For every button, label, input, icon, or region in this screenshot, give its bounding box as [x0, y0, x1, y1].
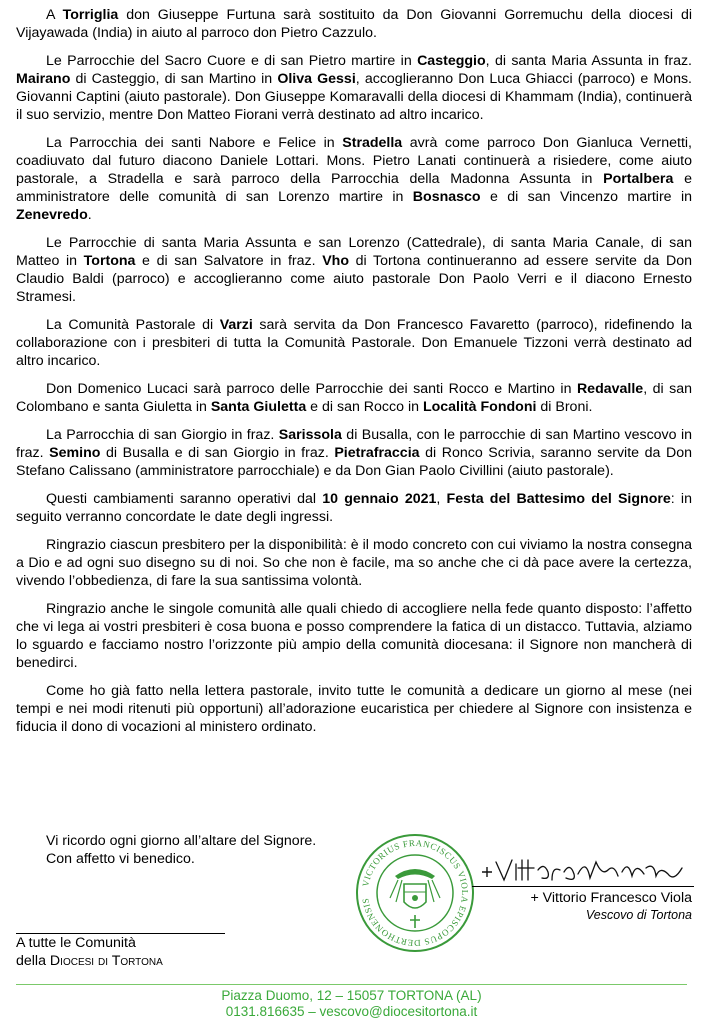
- signer-name: + Vittorio Francesco Viola: [530, 890, 692, 906]
- bold-place-name: Pietrafraccia: [334, 445, 420, 461]
- paragraph-text: : in seguito verranno concordate le date degli ingressi.: [16, 491, 692, 525]
- footer: [0, 988, 703, 1020]
- addressee: [16, 934, 163, 970]
- paragraph-text: , di san Colombano e santa Giuletta in: [16, 381, 692, 415]
- letter-paragraph: [16, 536, 692, 590]
- bold-place-name: Torriglia: [62, 7, 119, 23]
- closing-line-1: Vi ricordo ogni giorno all’altare del Signore.: [46, 833, 317, 849]
- letter-paragraph: [16, 316, 692, 370]
- paragraph-text: La Comunità Pastorale di: [46, 317, 220, 333]
- paragraph-text: e di san Rocco in: [306, 399, 423, 415]
- bold-place-name: Tortona: [83, 253, 136, 269]
- letter-paragraph: [16, 234, 692, 306]
- signer-role: Vescovo di Tortona: [585, 908, 692, 922]
- bold-place-name: Varzi: [219, 317, 253, 333]
- paragraph-text: Questi cambiamenti saranno operativi dal: [46, 491, 323, 507]
- paragraph-text: Don Domenico Lucaci sarà parroco delle Parrocchie dei santi Rocco e Martino in: [46, 381, 577, 397]
- paragraph-text: di Busalla, con le parrocchie di san Martino vescovo in fraz.: [16, 427, 693, 461]
- closing-line-2: Con affetto vi benedico.: [46, 851, 195, 867]
- paragraph-text: e di san Vincenzo martire in: [480, 189, 692, 205]
- paragraph-text: di Tortona continueranno ad essere servite da Don Claudio Baldi (parroco) e accoglieranno come aiuto pastorale Don Paolo Verri e il diacono Ernesto Stramesi.: [16, 253, 692, 305]
- paragraph-text: di Broni.: [536, 399, 593, 415]
- addressee-prefix: della: [16, 953, 50, 969]
- paragraph-text: sarà servita da Don Francesco Favaretto (parroco), ridefinendo la collaborazione con i presbiteri di tutta la Comunità Pastorale. Don Emanuele Tizzoni verrà destinato ad altro incarico.: [16, 317, 692, 369]
- paragraph-text: ,: [436, 491, 447, 507]
- svg-text:VICTORIUS FRANCISCUS VIOLA EPI: VICTORIUS FRANCISCUS VIOLA EPISCOPUS DERTHONENSIS: [360, 837, 471, 949]
- bold-place-name: Stradella: [342, 135, 403, 151]
- handwritten-signature: [478, 852, 688, 888]
- paragraph-text: Ringrazio ciascun presbitero per la disponibilità: è il modo concreto con cui viviamo la nostra consegna a Dio e ad ogni suo disegno su di noi. So che non è facile, ma so anche che ci dà pace avere la certezza, vivendo l’obbedienza, di fare la sua santissima volontà.: [16, 537, 692, 589]
- bold-place-name: Oliva Gessi: [277, 71, 356, 87]
- footer-contact: 0131.816635 – vescovo@diocesitortona.it: [225, 1004, 478, 1019]
- bold-place-name: Redavalle: [576, 381, 644, 397]
- paragraph-text: avrà come parroco Don Gianluca Vernetti, coadiuvato dal futuro diacono Daniele Lottari. Mons. Pietro Lanati continuerà a risiedere, come aiuto pastorale, a Stradella e sarà parroco della Parrocchia della Madonna Assunta in: [16, 135, 692, 187]
- bold-place-name: Casteggio: [417, 53, 486, 69]
- paragraph-text: e amministratore delle comunità di san Lorenzo martire in: [16, 171, 692, 205]
- paragraph-text: Come ho già fatto nella lettera pastorale, invito tutte le comunità a dedicare un giorno al mese (nei tempi e nei modi ritenuti più opportuni) all’adorazione eucaristica per chiedere al Signore con insistenza e fiducia il dono di vocazioni al ministero ordinato.: [16, 683, 692, 735]
- paragraph-text: , di santa Maria Assunta in fraz.: [485, 53, 692, 69]
- footer-address: Piazza Duomo, 12 – 15057 TORTONA (AL): [221, 988, 482, 1003]
- paragraph-text: don Giuseppe Furtuna sarà sostituito da Don Giovanni Gorremuchu della diocesi di Vijayawada (India) in aiuto al parroco don Pietro Cazzulo.: [16, 7, 692, 41]
- paragraph-text: Le Parrocchie di santa Maria Assunta e san Lorenzo (Cattedrale), di santa Maria Canale, di san Matteo in: [16, 235, 692, 269]
- bold-place-name: Sarissola: [278, 427, 342, 443]
- bold-place-name: Semino: [49, 445, 101, 461]
- bold-place-name: Festa del Battesimo del Signore: [446, 491, 671, 507]
- bold-place-name: Bosnasco: [412, 189, 481, 205]
- bold-place-name: Località Fondoni: [422, 399, 537, 415]
- closing: [46, 832, 316, 868]
- addressee-line-2: [16, 952, 163, 970]
- bold-place-name: Vho: [322, 253, 349, 269]
- paragraph-text: La Parrocchia di san Giorgio in fraz.: [46, 427, 279, 443]
- letter-paragraph: [16, 134, 692, 224]
- letter-paragraph: [16, 6, 692, 42]
- signature-line: [472, 886, 694, 887]
- addressee-diocese: Diocesi di Tortona: [49, 953, 163, 969]
- letter-paragraph: [16, 682, 692, 736]
- footer-divider: [16, 984, 687, 985]
- paragraph-text: La Parrocchia dei santi Nabore e Felice in: [46, 135, 343, 151]
- bold-place-name: 10 gennaio 2021: [322, 491, 437, 507]
- episcopal-seal: [354, 832, 476, 954]
- addressee-line-1: A tutte le Comunità: [16, 935, 136, 951]
- paragraph-text: Ringrazio anche le singole comunità alle quali chiedo di accogliere nella fede quanto disposto: l’affetto che vi lega ai vostri presbiteri è cosa buona e posso comprendere la fatica di un distacco. Tuttavia, alziamo lo sguardo e facciamo nostro l’orizzonte più ampio della comunità diocesana: il Signore non mancherà di benedirci.: [16, 601, 692, 671]
- letter-paragraph: [16, 52, 692, 124]
- bold-place-name: Zenevredo: [16, 207, 88, 223]
- paragraph-text: di Busalla e di san Giorgio in fraz.: [100, 445, 335, 461]
- bold-place-name: Santa Giuletta: [210, 399, 307, 415]
- letter-paragraph: [16, 490, 692, 526]
- letter-body: [16, 6, 692, 746]
- paragraph-text: .: [87, 207, 92, 223]
- letter-paragraph: [16, 380, 692, 416]
- paragraph-text: A: [46, 7, 63, 23]
- paragraph-text: Le Parrocchie del Sacro Cuore e di san Pietro martire in: [46, 53, 418, 69]
- paragraph-text: di Casteggio, di san Martino in: [70, 71, 278, 87]
- paragraph-text: , accoglieranno Don Luca Ghiacci (parroco) e Mons. Giovanni Captini (aiuto pastorale). Don Giuseppe Komaravalli della diocesi di Khammam (India), continuerà il suo servizio, mentre Don Matteo Fiorani verrà destinato ad altro incarico.: [16, 71, 692, 123]
- bold-place-name: Portalbera: [603, 171, 674, 187]
- letter-paragraph: [16, 426, 692, 480]
- letter-paragraph: [16, 600, 692, 672]
- paragraph-text: e di san Salvatore in fraz.: [135, 253, 323, 269]
- bold-place-name: Mairano: [16, 71, 71, 87]
- paragraph-text: di Ronco Scrivia, saranno servite da Don Stefano Calissano (amministratore parrocchiale) e da Don Gian Paolo Civillini (aiuto pastorale).: [16, 445, 692, 479]
